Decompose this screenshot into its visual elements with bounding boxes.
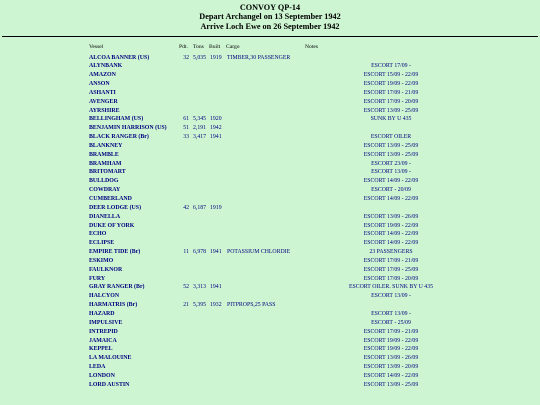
built-value: 1941 (210, 284, 222, 291)
tons-column-header: Tons (193, 44, 204, 50)
notes-value: ESCORT 17/09 - (371, 63, 411, 70)
table-row (0, 230, 540, 239)
vessel-name: ECLIPSE (89, 240, 115, 247)
table-row (0, 328, 540, 337)
vessel-name: ANSON (89, 81, 110, 88)
vessel-name: COWDRAY (89, 187, 121, 194)
notes-value: ESCORT 13/09 - 26/09 (363, 213, 419, 220)
vessel-name: BELLINGHAM (US) (89, 116, 144, 123)
cargo-value: POTASSIUM CHLORDIE (227, 249, 291, 256)
pdt-value: 61 (183, 116, 189, 123)
table-row (0, 177, 540, 186)
cargo-value: TIMBER,30 PASSENGER (227, 54, 291, 61)
pdt-value: 32 (183, 54, 189, 61)
built-value: 1942 (210, 125, 222, 132)
notes-value: ESCORT 13/09 - 25/09 (363, 381, 419, 388)
vessel-name: ESKIMO (89, 257, 114, 264)
table-row (0, 345, 540, 354)
table-row (0, 168, 540, 177)
vessel-name: ALCOA BANNER (US) (89, 54, 150, 61)
vessel-name: BLACK RANGER (Br) (89, 134, 149, 141)
table-row (0, 204, 540, 213)
pdt-column-header: Pdt. (179, 44, 188, 50)
table-row (0, 133, 540, 142)
notes-value: ESCORT 13/09 - 25/09 (363, 107, 419, 114)
pdt-value: 33 (183, 134, 189, 141)
tons-value: 3,313 (193, 284, 207, 291)
vessel-name: FAULKNOR (89, 266, 123, 273)
table-row (0, 151, 540, 160)
vessel-name: FURY (89, 275, 106, 282)
table-row (0, 363, 540, 372)
table-row (0, 372, 540, 381)
table-row (0, 107, 540, 116)
vessel-name: DUKE OF YORK (89, 222, 135, 229)
cargo-value: PITPROPS,25 PASS (227, 302, 276, 309)
vessel-name: HAZARD (89, 310, 115, 317)
notes-value: ESCORT 17/09 - 21/09 (363, 89, 419, 96)
notes-value: ESCORT 13/09 - (371, 293, 411, 300)
column-headers (0, 44, 540, 53)
vessel-name: HALCYON (89, 293, 120, 300)
notes-value: ESCORT 19/09 - 22/09 (363, 81, 419, 88)
built-value: 1932 (210, 302, 222, 309)
vessel-name: LA MALOUINE (89, 355, 132, 362)
table-row (0, 186, 540, 195)
vessel-name: DIANELLA (89, 213, 121, 220)
vessel-name: BRAMHAM (89, 160, 122, 167)
table-row (0, 257, 540, 266)
pdt-value: 51 (183, 125, 189, 132)
tons-value: 5,395 (193, 302, 207, 309)
notes-value: ESCORT 17/09 - 20/09 (363, 98, 419, 105)
tons-value: 6,978 (193, 249, 207, 256)
vessel-name: KEPPEL (89, 346, 113, 353)
vessel-name: LEDA (89, 364, 106, 371)
notes-value: ESCORT 17/09 - 20/09 (363, 275, 419, 282)
built-value: 1941 (210, 249, 222, 256)
tons-value: 2,191 (193, 125, 207, 132)
notes-value: ESCORT 14/09 - 22/09 (363, 196, 419, 202)
vessel-name: HARMATRIS (Br) (89, 302, 138, 309)
notes-value: ESCORT - 20/09 (371, 187, 411, 194)
notes-value: ESCORT OILER. SUNK BY U 435 (348, 284, 434, 291)
arrive-line: Arrive Loch Ewe on 26 September 1942 (200, 21, 340, 31)
tons-value: 5,035 (193, 54, 207, 61)
vessel-name: AMAZON (89, 72, 116, 79)
vessel-column-header: Vessel (89, 44, 104, 50)
table-row (0, 115, 540, 124)
pdt-value: 52 (183, 284, 189, 291)
vessel-name: BENJAMIN HARRISON (US) (89, 125, 167, 132)
notes-value: SUNK BY U 435 (370, 116, 412, 123)
table-row (0, 301, 540, 310)
table-row (0, 354, 540, 363)
notes-value: ESCORT 23/09 - (371, 160, 411, 167)
notes-value: ESCORT 19/09 - 22/09 (363, 337, 419, 344)
vessel-name: AVENGER (89, 98, 118, 105)
vessel-name: EMPIRE TIDE (Br) (89, 249, 141, 256)
vessel-name: GRAY RANGER (Br) (89, 284, 145, 291)
page-header (0, 0, 540, 31)
table-row (0, 195, 540, 204)
depart-line: Depart Archangel on 13 September 1942 (199, 12, 341, 22)
table-row (0, 248, 540, 257)
notes-value: ESCORT 14/09 - 22/09 (363, 178, 419, 185)
vessel-name: ASHANTI (89, 89, 116, 96)
convoy-title: CONVOY QP-14 (239, 3, 301, 12)
notes-value: ESCORT 13/09 - 25/09 (363, 142, 419, 149)
table-row (0, 319, 540, 328)
table-row (0, 89, 540, 98)
vessel-name: ALYNBANK (89, 63, 123, 70)
built-value: 1941 (210, 134, 222, 141)
built-value: 1919 (210, 204, 222, 211)
notes-value: ESCORT 14/09 - 22/09 (363, 372, 419, 379)
vessel-list (0, 54, 540, 390)
notes-column-header: Notes (305, 44, 319, 50)
notes-value: ESCORT 17/09 - 21/09 (363, 257, 419, 264)
notes-value: ESCORT 17/09 - 25/09 (363, 266, 419, 273)
pdt-value: 21 (183, 302, 189, 309)
table-row (0, 71, 540, 80)
cargo-column-header: Cargo (226, 44, 240, 50)
table-row (0, 275, 540, 284)
header-divider (2, 36, 538, 37)
vessel-name: AYRSHIRE (89, 107, 120, 114)
notes-value: ESCORT 13/09 - 26/09 (363, 355, 419, 362)
vessel-name: LONDON (89, 372, 115, 379)
tons-value: 6,187 (193, 204, 207, 211)
notes-value: ESCORT OILER (370, 134, 412, 141)
notes-value: ESCORT - 25/09 (371, 319, 411, 326)
notes-value: ESCORT 13/09 - (371, 169, 411, 176)
table-row (0, 222, 540, 231)
notes-value: 23 PASSENGERS (369, 249, 413, 256)
table-row (0, 283, 540, 292)
table-row (0, 98, 540, 107)
built-column-header: Built (209, 44, 221, 50)
table-row (0, 160, 540, 169)
table-row (0, 310, 540, 319)
table-row (0, 213, 540, 222)
built-value: 1920 (210, 116, 222, 123)
table-row (0, 62, 540, 71)
table-row (0, 80, 540, 89)
built-value: 1919 (210, 54, 222, 61)
vessel-name: INTREPID (89, 328, 118, 335)
vessel-name: BRAMBLE (89, 151, 119, 158)
vessel-name: JAMAICA (89, 337, 117, 344)
notes-value: ESCORT 15/09 - 22/09 (363, 72, 419, 79)
notes-value: ESCORT 19/09 - 22/09 (363, 222, 419, 229)
vessel-name: ECHO (89, 231, 107, 238)
table-row (0, 124, 540, 133)
notes-value: ESCORT 13/09 - 25/09 (363, 151, 419, 158)
vessel-name: BLANKNEY (89, 142, 123, 149)
notes-value: ESCORT 14/09 - 22/09 (363, 240, 419, 247)
table-row (0, 54, 540, 63)
notes-value: ESCORT 14/09 - 22/09 (363, 231, 419, 238)
tons-value: 3,417 (193, 134, 207, 141)
vessel-name: CUMBERLAND (89, 196, 132, 202)
vessel-name: DEER LODGE (US) (89, 204, 142, 211)
vessel-name: IMPULSIVE (89, 319, 123, 326)
tons-value: 5,345 (193, 116, 207, 123)
vessel-name: LORD AUSTIN (89, 381, 130, 388)
table-row (0, 337, 540, 346)
table-row (0, 381, 540, 390)
pdt-value: 11 (183, 249, 189, 256)
table-row (0, 266, 540, 275)
notes-value: ESCORT 13/09 - 20/09 (363, 364, 419, 371)
table-row (0, 292, 540, 301)
vessel-name: BRITOMART (89, 169, 126, 176)
table-row (0, 239, 540, 248)
pdt-value: 42 (183, 204, 189, 211)
notes-value: ESCORT 17/09 - 21/09 (363, 328, 419, 335)
notes-value: ESCORT 19/09 - 22/09 (363, 346, 419, 353)
table-row (0, 142, 540, 151)
notes-value: ESCORT 13/09 - (371, 310, 411, 317)
vessel-name: BULLDOG (89, 178, 119, 185)
